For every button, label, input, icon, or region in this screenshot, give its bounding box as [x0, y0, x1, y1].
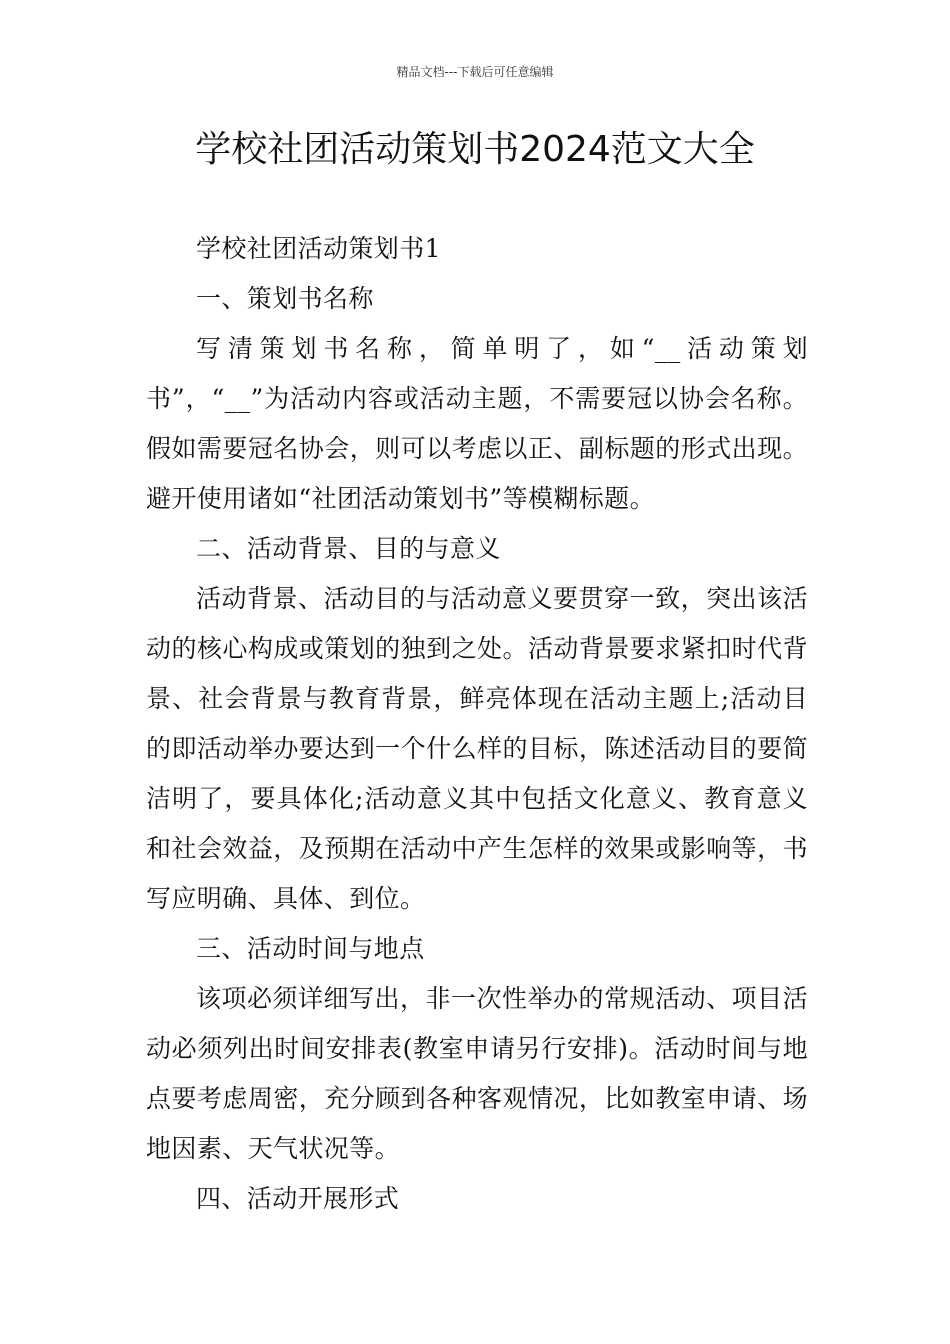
- section-body-2: 活动背景、活动目的与活动意义要贯穿一致，突出该活动的核心构成或策划的独到之处。活动背景要求紧扣时代背景、社会背景与教育背景，鲜亮体现在活动主题上;活动目的即活动举办要达到一个什么样的目标，陈述活动目的要简洁明了，要具体化;活动意义其中包括文化意义、教育意义和社会效益，及预期在活动中产生怎样的效果或影响等，书写应明确、具体、到位。: [146, 584, 808, 913]
- section-heading-2: 二、活动背景、目的与意义: [196, 534, 501, 563]
- document-body: [146, 224, 808, 1224]
- header-note: 精品文档---下载后可任意编辑: [396, 65, 554, 79]
- section-body-1: 写清策划书名称，简单明了，如“__活动策划书”，“__”为活动内容或活动主题，不需要冠以协会名称。假如需要冠名协会，则可以考虑以正、副标题的形式出现。避开使用诸如“社团活动策划书”等模糊标题。: [146, 334, 808, 513]
- section-heading-1: 一、策划书名称: [196, 284, 374, 313]
- subtitle: 学校社团活动策划书1: [196, 234, 441, 263]
- section-body-3: 该项必须详细写出，非一次性举办的常规活动、项目活动必须列出时间安排表(教室申请另行安排)。活动时间与地点要考虑周密，充分顾到各种客观情况，比如教室申请、场地因素、天气状况等。: [146, 984, 808, 1163]
- section-heading-4: 四、活动开展形式: [196, 1184, 400, 1213]
- document-title: 学校社团活动策划书2024范文大全: [195, 129, 755, 170]
- section-heading-3: 三、活动时间与地点: [196, 934, 425, 963]
